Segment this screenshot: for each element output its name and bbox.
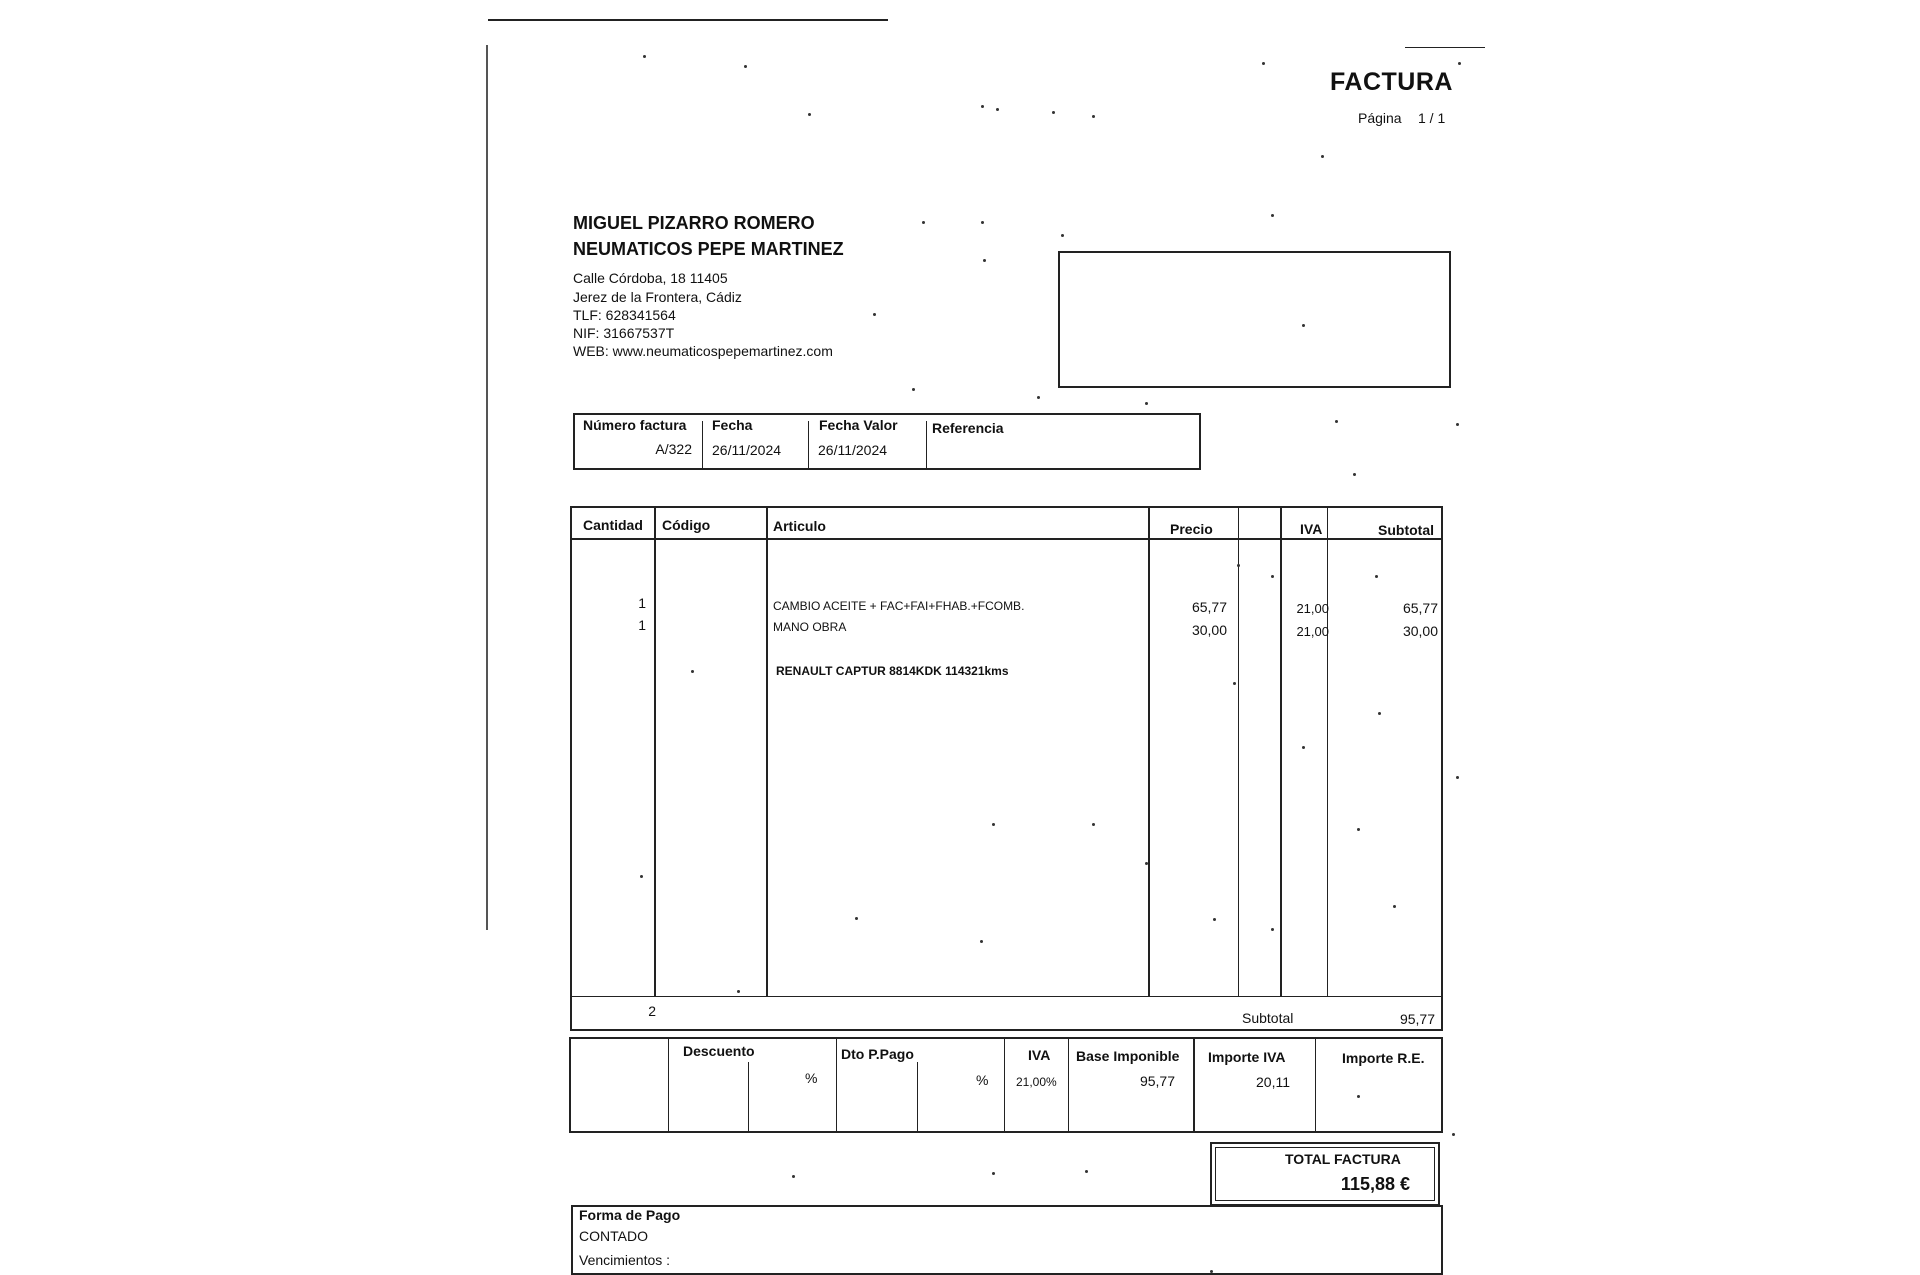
base-imponible-label: Base Imponible: [1076, 1048, 1180, 1064]
invoice-number-value: A/322: [655, 441, 692, 457]
col-subtotal: Subtotal: [1378, 522, 1434, 538]
invoice-number-label: Número factura: [583, 417, 687, 433]
subtotal-value: 95,77: [1399, 1011, 1435, 1027]
reference-label: Referencia: [932, 420, 1004, 436]
col-articulo: Articulo: [773, 518, 826, 534]
col-codigo: Código: [662, 517, 711, 533]
vehicle-note: RENAULT CAPTUR 8814KDK 114321kms: [776, 664, 1009, 678]
items-footer-rule: [572, 996, 1441, 997]
descuento-unit: %: [805, 1070, 818, 1086]
total-quantity: 2: [648, 1003, 656, 1019]
due-dates-label: Vencimientos :: [579, 1252, 671, 1268]
invoice-date-value: 26/11/2024: [712, 442, 782, 458]
table-row-1-precio: 65,77: [1191, 599, 1227, 615]
table-row-1-articulo: CAMBIO ACEITE + FAC+FAI+FHAB.+FCOMB.: [773, 599, 1025, 613]
invoice-title: FACTURA: [1330, 68, 1453, 96]
issuer-name: MIGUEL PIZARRO ROMERO: [573, 213, 815, 233]
page-label: Página: [1358, 110, 1402, 126]
importe-re-label: Importe R.E.: [1342, 1050, 1425, 1066]
tax-iva-label: IVA: [1028, 1047, 1051, 1063]
invoice-date-label: Fecha: [712, 417, 753, 433]
total-label: TOTAL FACTURA: [1285, 1151, 1401, 1167]
issuer-web: WEB: www.neumaticospepemartinez.com: [573, 343, 833, 359]
dto-pago-label: Dto P.Pago: [841, 1046, 914, 1062]
issuer-nif: NIF: 31667537T: [573, 325, 675, 341]
issuer-business: NEUMATICOS PEPE MARTINEZ: [573, 239, 844, 259]
issuer-address-2: Jerez de la Frontera, Cádiz: [573, 289, 742, 305]
table-row-1-iva: 21,00: [1296, 601, 1329, 616]
total-value: 115,88 €: [1340, 1174, 1410, 1194]
dto-pago-unit: %: [976, 1072, 989, 1088]
table-row-2-cantidad: 1: [638, 617, 646, 633]
scan-edge-top: [488, 19, 888, 21]
col-cantidad: Cantidad: [583, 517, 643, 533]
table-row-1-subtotal: 65,77: [1402, 600, 1438, 616]
table-row-2-subtotal: 30,00: [1402, 623, 1438, 639]
descuento-label: Descuento: [683, 1043, 755, 1059]
base-imponible-value: 95,77: [1139, 1073, 1175, 1089]
table-row-1-cantidad: 1: [638, 595, 646, 611]
payment-box: [571, 1205, 1443, 1275]
col-precio: Precio: [1170, 521, 1213, 537]
scan-edge-left: [486, 45, 488, 930]
table-row-2-iva: 21,00: [1296, 624, 1329, 639]
payment-label: Forma de Pago: [579, 1207, 681, 1223]
importe-iva-value: 20,11: [1256, 1074, 1290, 1090]
issuer-phone: TLF: 628341564: [573, 307, 676, 323]
col-iva: IVA: [1300, 521, 1323, 537]
items-table: [570, 506, 1443, 1031]
subtotal-label: Subtotal: [1242, 1010, 1294, 1026]
table-row-2-articulo: MANO OBRA: [773, 620, 847, 634]
items-header-rule: [572, 538, 1441, 540]
value-date-value: 26/11/2024: [818, 442, 888, 458]
scan-edge-top-right: [1405, 47, 1485, 48]
value-date-label: Fecha Valor: [819, 417, 898, 433]
importe-iva-label: Importe IVA: [1208, 1049, 1286, 1065]
payment-value: CONTADO: [579, 1228, 648, 1244]
issuer-address-1: Calle Córdoba, 18 11405: [573, 270, 728, 286]
tax-iva-value: 21,00%: [1016, 1075, 1057, 1089]
recipient-box: [1058, 251, 1451, 388]
page-number: 1 / 1: [1418, 110, 1446, 126]
table-row-2-precio: 30,00: [1191, 622, 1227, 638]
